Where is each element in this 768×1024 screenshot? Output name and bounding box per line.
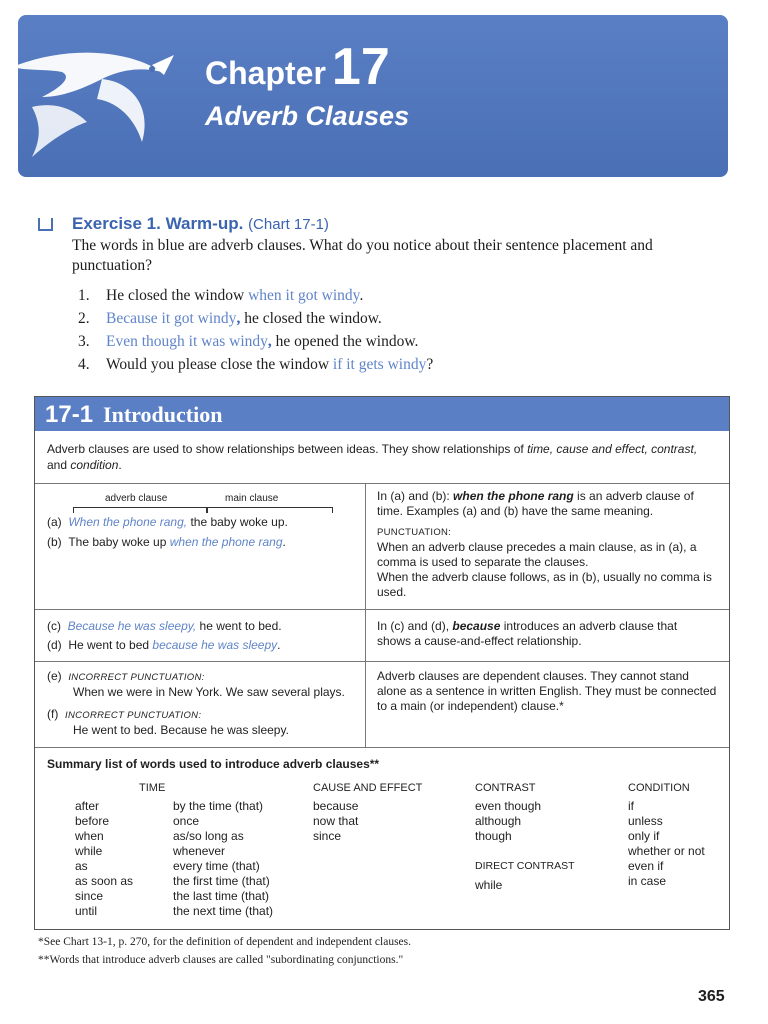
exercise-instructions: The words in blue are adverb clauses. What do you notice about their sentence placement and punctuation? — [72, 237, 653, 274]
page-number: 365 — [698, 988, 725, 1005]
example-f: (f) INCORRECT PUNCTUATION: He went to bed. Because he was sleepy. — [47, 707, 289, 737]
exercise-list — [78, 284, 433, 376]
footnote-2: **Words that introduce adverb clauses are called "subordinating conjunctions." — [38, 954, 404, 966]
explanation-ef: Adverb clauses are dependent clauses. They cannot stand alone as a sentence in written English. They must be connected to a main (or independent) clause.* — [377, 669, 717, 713]
header-condition: CONDITION — [628, 782, 690, 794]
list-item: 1. He closed the window when it got windy. — [78, 287, 364, 304]
time-words-1: after before when while as as soon as since until — [75, 799, 134, 918]
example-a: (a) When the phone rang, the baby woke up. — [47, 515, 288, 529]
cause-words: because now that since — [313, 799, 359, 843]
section-header — [35, 397, 729, 431]
explanation-cd: In (c) and (d), because introduces an adverb clause that shows a cause-and-effect relationship. — [377, 619, 678, 648]
bracket — [73, 507, 207, 513]
checkbox-icon — [38, 218, 53, 231]
section-number: 17-1 — [45, 401, 94, 428]
time-words-2: by the time (that) once as/so long as whenever every time (that) the first time (that) the last time (that) the next time (that) — [173, 799, 274, 918]
direct-contrast-words: while — [475, 878, 503, 892]
example-c: (c) Because he was sleepy, he went to bed. — [47, 619, 282, 633]
footnote-1: *See Chart 13-1, p. 270, for the definition of dependent and independent clauses. — [38, 936, 412, 948]
chart-panel: 17-1 Introduction Adverb clauses are used to show relationships between ideas. They show relationships of time, cause and effect, contrast, and condition. adverb clause main clause (a) When the phone rang, the baby woke up. (b) The baby woke up when the phone rang. In (a) and (b): when the phone rang is an adverb clause of time. Examples (a) and (b) have the same meaning. PUNCTUATION: When an adverb clause precedes a main clause, as in (a), a comma is used to separate the clauses. When the adverb clause follows, as in (b), usually no comma is used. (c) Because he was sleepy, he went to bed. (d) He went to bed because he was sleepy. In (c) and (d), because introduces an adverb clause that shows a cause-and-effect relationship. (e) INCORRECT PUNCTUATION: When we were in New York. We saw several plays. (f) INCORRECT PUNCTUATION: He went to bed. Because he was sleepy. Adverb clauses are dependent clauses. They cannot stand alone as a sentence in written English. They must be connected to a main (or independent) clause.* Summary list of words used to introduce adverb clauses** TIME CAUSE AND EFFECT CONTRAST CONDITION after before when while as as soon as since until by the time (that) once as/so long as whenever every time (that) the first time (that) the last time (that) the next time (that) because now that since even though although though DIRECT CONTRAST while if unless only if whether or not even if in case — [34, 396, 730, 930]
example-b: (b) The baby woke up when the phone rang. — [47, 535, 286, 549]
section-title: Introduction — [103, 402, 223, 427]
list-item: 4. Would you please close the window if it gets windy? — [78, 356, 434, 373]
summary-title: Summary list of words used to introduce adverb clauses** — [47, 757, 380, 771]
condition-words: if unless only if whether or not even if in case — [628, 799, 705, 888]
header-contrast: CONTRAST — [475, 782, 536, 794]
column-divider — [365, 483, 366, 747]
section-intro: Adverb clauses are used to show relationships between ideas. They show relationships of time, cause and effect, contrast, and condition. — [47, 442, 698, 472]
header-time: TIME — [139, 782, 166, 794]
list-item: 2. Because it got windy, he closed the window. — [78, 310, 382, 327]
list-item: 3. Even though it was windy, he opened the window. — [78, 333, 419, 350]
header-direct-contrast: DIRECT CONTRAST — [475, 860, 575, 872]
exercise-heading: Exercise 1. Warm-up. (Chart 17-1) — [72, 214, 329, 233]
chapter-title: Chapter 17 — [205, 38, 390, 96]
contrast-words: even though although though — [475, 799, 542, 843]
bracket — [207, 507, 333, 513]
example-e: (e) INCORRECT PUNCTUATION: When we were in New York. We saw several plays. — [47, 669, 345, 699]
chapter-banner — [18, 15, 728, 177]
header-cause: CAUSE AND EFFECT — [313, 782, 423, 794]
swallow-icon — [18, 27, 202, 177]
explanation-ab: In (a) and (b): when the phone rang is an adverb clause of time. Examples (a) and (b) have the same meaning. PUNCTUATION: When an adverb clause precedes a main clause, as in (a), a comma is used to separate the clauses. When the adverb clause follows, as in (b), usually no comma is used. — [377, 489, 712, 599]
chapter-subtitle: Adverb Clauses — [205, 101, 410, 131]
example-d: (d) He went to bed because he was sleepy. — [47, 638, 281, 652]
